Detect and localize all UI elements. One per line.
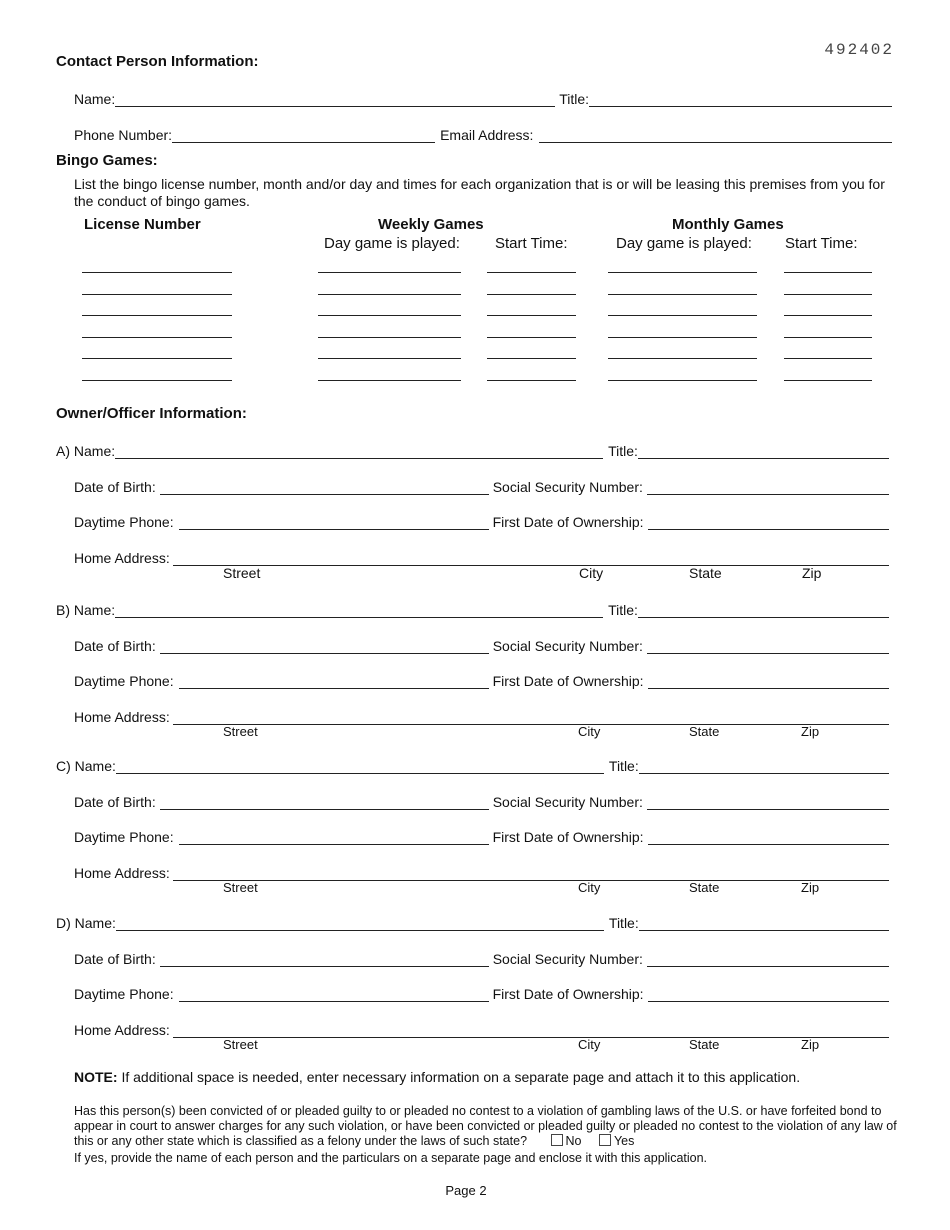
- contact-heading: Contact Person Information:: [56, 53, 259, 70]
- bingo-weekly-start-line[interactable]: [487, 337, 576, 338]
- contact-title-input[interactable]: [589, 92, 892, 107]
- col-weekly-games: Weekly Games: [378, 216, 484, 233]
- owner-c-address-row: [74, 863, 889, 881]
- bingo-weekly-day-line[interactable]: [318, 358, 461, 359]
- owner-d-ssn-label: Social Security Number:: [492, 951, 643, 967]
- no-option[interactable]: [551, 1134, 582, 1148]
- bingo-license-line[interactable]: [82, 294, 232, 295]
- contact-name-input[interactable]: [115, 92, 555, 107]
- owner-a-ownership-label: First Date of Ownership:: [492, 514, 644, 530]
- owner-b-address-label: Home Address:: [74, 709, 170, 725]
- contact-phone-label: Phone Number:: [74, 127, 173, 143]
- owner-c-title-label: Title:: [608, 758, 639, 774]
- conviction-question-text: Has this person(s) been convicted of or pleaded guilty to or pleaded no contest to a violation of gambling laws of the U.S. or have forfeited bond to appear in court to answer charges for any such violation, or have been convicted or pleaded guilty or pleaded no contest to the violation of any law of this or any other state which is classified as a felony under the laws of such state?: [74, 1104, 897, 1148]
- owner-d-address-label: Home Address:: [74, 1022, 170, 1038]
- owner-c-phone-row: [74, 827, 889, 845]
- owner-a-state-caption: State: [689, 565, 722, 581]
- owner-d-dob-input[interactable]: [160, 952, 489, 967]
- col-license-number: License Number: [84, 216, 201, 233]
- owner-a-name-row: [56, 441, 889, 459]
- owner-d-title-input[interactable]: [639, 916, 889, 931]
- col-monthly-games: Monthly Games: [672, 216, 784, 233]
- bingo-license-line[interactable]: [82, 337, 232, 338]
- owner-d-phone-row: [74, 984, 889, 1002]
- bingo-monthly-start-line[interactable]: [784, 272, 872, 273]
- note: [74, 1069, 914, 1086]
- bingo-license-line[interactable]: [82, 380, 232, 381]
- bingo-monthly-day-line[interactable]: [608, 358, 757, 359]
- owner-c-zip-caption: Zip: [801, 880, 820, 895]
- owner-c-ownership-label: First Date of Ownership:: [492, 829, 644, 845]
- contact-phone-input[interactable]: [172, 128, 435, 143]
- bingo-monthly-day-line[interactable]: [608, 337, 757, 338]
- bingo-weekly-start-line[interactable]: [487, 380, 576, 381]
- owner-d-ssn-input[interactable]: [647, 952, 889, 967]
- owner-d-ownership-label: First Date of Ownership:: [492, 986, 644, 1002]
- owner-a-ownership-input[interactable]: [648, 515, 889, 530]
- bingo-weekly-start-line[interactable]: [487, 358, 576, 359]
- owner-a-name-label: A) Name:: [56, 443, 116, 459]
- note-bold: NOTE:: [74, 1069, 118, 1085]
- owner-b-ssn-label: Social Security Number:: [492, 638, 643, 654]
- owner-b-title-input[interactable]: [638, 603, 889, 618]
- owner-d-dob-row: [74, 949, 889, 967]
- owner-d-street-caption: Street: [223, 1037, 258, 1052]
- yes-label: Yes: [613, 1134, 635, 1148]
- yes-checkbox[interactable]: [599, 1134, 611, 1146]
- owner-d-ownership-input[interactable]: [648, 987, 889, 1002]
- owner-c-phone-input[interactable]: [179, 830, 489, 845]
- owner-c-dob-row: [74, 792, 889, 810]
- owner-a-city-caption: City: [579, 565, 604, 581]
- owner-d-phone-label: Daytime Phone:: [74, 986, 174, 1002]
- owner-d-address-row: [74, 1020, 889, 1038]
- owner-d-state-caption: State: [689, 1037, 720, 1052]
- bingo-weekly-day-line[interactable]: [318, 337, 461, 338]
- bingo-instructions: List the bingo license number, month and/or day and times for each organization that is or will be leasing this premises from you for the conduct of bingo games.: [74, 176, 885, 209]
- owner-c-address-input[interactable]: [173, 866, 889, 881]
- conviction-followup: If yes, provide the name of each person and the particulars on a separate page and enclose it with this application.: [74, 1151, 708, 1165]
- owner-b-ssn-input[interactable]: [647, 639, 889, 654]
- owner-a-name-input[interactable]: [115, 444, 603, 459]
- contact-email-input[interactable]: [539, 128, 892, 143]
- owner-a-dob-input[interactable]: [160, 480, 489, 495]
- owner-d-name-label: D) Name:: [56, 915, 116, 931]
- owner-b-state-caption: State: [689, 724, 720, 739]
- owner-a-address-row: [74, 548, 889, 566]
- owner-c-phone-label: Daytime Phone:: [74, 829, 174, 845]
- contact-name-label: Name:: [74, 91, 116, 107]
- bingo-weekly-day-line[interactable]: [318, 294, 461, 295]
- owner-a-phone-row: [74, 512, 889, 530]
- owner-d-name-input[interactable]: [116, 916, 604, 931]
- owner-c-dob-label: Date of Birth:: [74, 794, 156, 810]
- owner-b-dob-label: Date of Birth:: [74, 638, 156, 654]
- owner-b-phone-input[interactable]: [179, 674, 489, 689]
- owner-a-phone-input[interactable]: [179, 515, 489, 530]
- owner-c-city-caption: City: [578, 880, 601, 895]
- owner-b-city-caption: City: [578, 724, 601, 739]
- bingo-monthly-day-line[interactable]: [608, 380, 757, 381]
- owner-c-ownership-input[interactable]: [648, 830, 889, 845]
- contact-phone-row: [74, 125, 892, 143]
- yes-option[interactable]: [599, 1134, 634, 1148]
- owner-c-ssn-label: Social Security Number:: [492, 794, 643, 810]
- owner-b-dob-row: [74, 636, 889, 654]
- bingo-monthly-start-line[interactable]: [784, 337, 872, 338]
- owner-b-zip-caption: Zip: [801, 724, 820, 739]
- owner-c-name-row: [56, 756, 889, 774]
- bingo-weekly-start-line[interactable]: [487, 315, 576, 316]
- owner-b-phone-row: [74, 671, 889, 689]
- weekly-day-header: Day game is played:: [324, 235, 460, 252]
- bingo-license-line[interactable]: [82, 358, 232, 359]
- owner-c-dob-input[interactable]: [160, 795, 489, 810]
- conviction-question: [74, 1104, 902, 1149]
- owner-c-name-label: C) Name:: [56, 758, 116, 774]
- owner-b-ownership-input[interactable]: [648, 674, 889, 689]
- owner-a-address-input[interactable]: [173, 551, 889, 566]
- owner-b-street-caption: Street: [223, 724, 258, 739]
- weekly-start-header: Start Time:: [495, 235, 568, 252]
- owner-b-dob-input[interactable]: [160, 639, 489, 654]
- bingo-monthly-day-line[interactable]: [608, 272, 757, 273]
- owner-b-ownership-label: First Date of Ownership:: [492, 673, 644, 689]
- bingo-weekly-start-line[interactable]: [487, 272, 576, 273]
- no-checkbox[interactable]: [551, 1134, 563, 1146]
- document-id: 492402: [824, 41, 894, 59]
- contact-name-row: [74, 89, 892, 107]
- owner-b-address-input[interactable]: [173, 710, 889, 725]
- owner-heading: Owner/Officer Information:: [56, 405, 247, 422]
- owner-c-name-input[interactable]: [116, 759, 604, 774]
- bingo-weekly-day-line[interactable]: [318, 315, 461, 316]
- owner-a-dob-row: [74, 477, 889, 495]
- contact-title-label: Title:: [559, 91, 590, 107]
- bingo-monthly-day-line[interactable]: [608, 315, 757, 316]
- note-text: If additional space is needed, enter necessary information on a separate page and attach it to this application.: [117, 1069, 801, 1085]
- owner-d-zip-caption: Zip: [801, 1037, 820, 1052]
- owner-b-address-row: [74, 707, 889, 725]
- bingo-license-line[interactable]: [82, 272, 232, 273]
- monthly-day-header: Day game is played:: [616, 235, 752, 252]
- owner-a-title-input[interactable]: [638, 444, 889, 459]
- owner-d-address-input[interactable]: [173, 1023, 889, 1038]
- bingo-weekly-start-line[interactable]: [487, 294, 576, 295]
- owner-d-name-row: [56, 913, 889, 931]
- page-number: Page 2: [445, 1183, 487, 1198]
- no-label: No: [565, 1134, 582, 1148]
- bingo-heading: Bingo Games:: [56, 152, 158, 169]
- bingo-monthly-start-line[interactable]: [784, 294, 872, 295]
- owner-a-ssn-input[interactable]: [647, 480, 889, 495]
- owner-a-address-label: Home Address:: [74, 550, 170, 566]
- bingo-license-line[interactable]: [82, 315, 232, 316]
- owner-d-phone-input[interactable]: [179, 987, 489, 1002]
- owner-b-title-label: Title:: [608, 602, 638, 618]
- owner-a-zip-caption: Zip: [802, 565, 822, 581]
- owner-a-street-caption: Street: [223, 565, 261, 581]
- bingo-monthly-start-line[interactable]: [784, 380, 872, 381]
- owner-a-dob-label: Date of Birth:: [74, 479, 156, 495]
- owner-c-title-input[interactable]: [639, 759, 889, 774]
- monthly-start-header: Start Time:: [785, 235, 858, 252]
- owner-a-title-label: Title:: [608, 443, 638, 459]
- owner-b-name-row: [56, 600, 889, 618]
- bingo-monthly-start-line[interactable]: [784, 315, 872, 316]
- contact-email-label: Email Address:: [440, 127, 534, 143]
- owner-c-ssn-input[interactable]: [647, 795, 889, 810]
- owner-c-street-caption: Street: [223, 880, 258, 895]
- owner-b-name-label: B) Name:: [56, 602, 116, 618]
- owner-d-city-caption: City: [578, 1037, 601, 1052]
- bingo-monthly-start-line[interactable]: [784, 358, 872, 359]
- bingo-monthly-day-line[interactable]: [608, 294, 757, 295]
- owner-b-phone-label: Daytime Phone:: [74, 673, 174, 689]
- owner-d-dob-label: Date of Birth:: [74, 951, 156, 967]
- owner-a-ssn-label: Social Security Number:: [492, 479, 643, 495]
- owner-b-name-input[interactable]: [115, 603, 603, 618]
- owner-a-phone-label: Daytime Phone:: [74, 514, 174, 530]
- owner-c-state-caption: State: [689, 880, 720, 895]
- bingo-weekly-day-line[interactable]: [318, 380, 461, 381]
- owner-d-title-label: Title:: [608, 915, 639, 931]
- bingo-weekly-day-line[interactable]: [318, 272, 461, 273]
- owner-c-address-label: Home Address:: [74, 865, 170, 881]
